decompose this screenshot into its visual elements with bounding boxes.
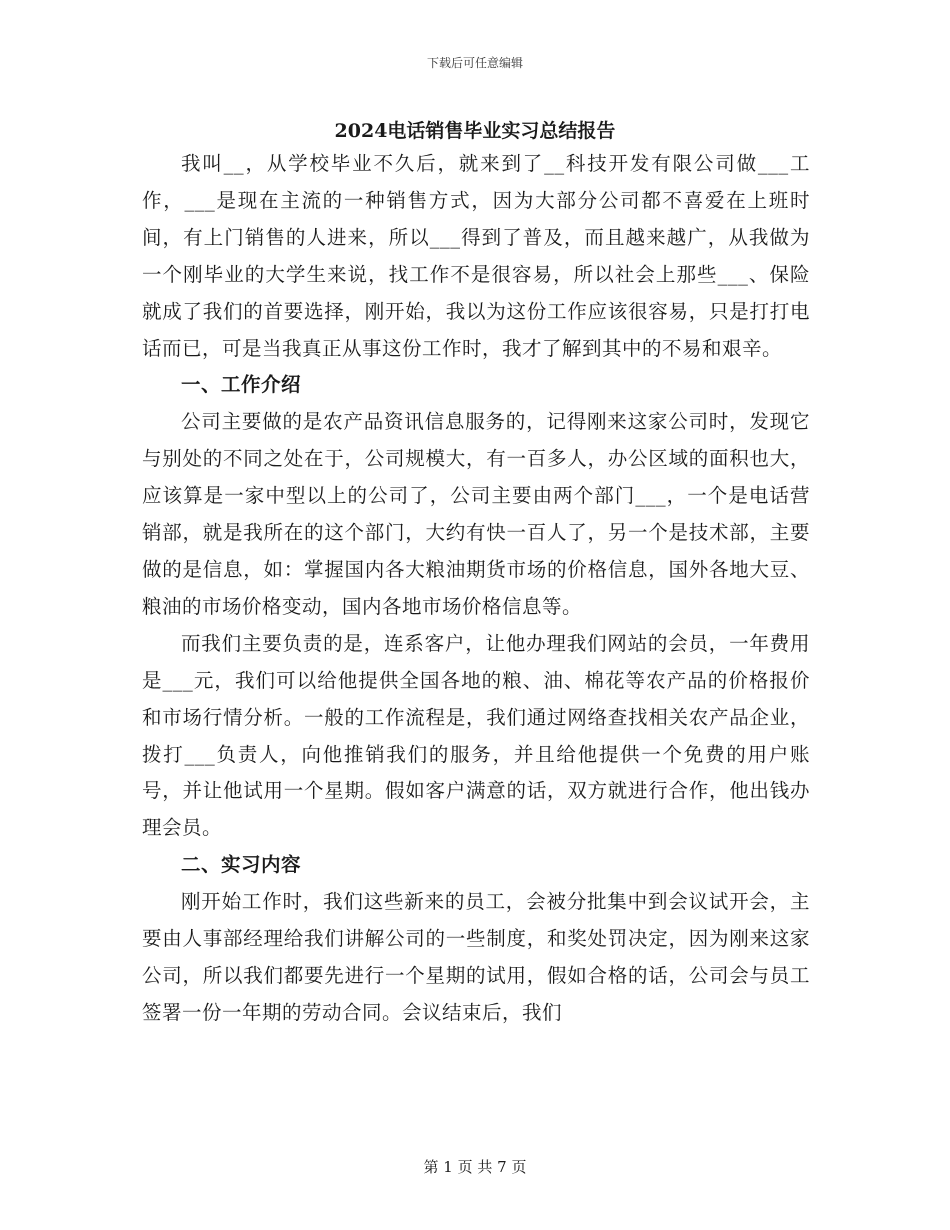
document-title: 2024电话销售毕业实习总结报告 — [334, 120, 616, 142]
page-number: 第 1 页 共 7 页 — [423, 1158, 527, 1176]
paragraph-intro: 我叫__，从学校毕业不久后，就来到了__科技开发有限公司做___工作，___是现在主流的一种销售方式，因为大部分公司都不喜爱在上班时间，有上门销售的人进来，所以___得到了普及，而且越来越广，从我做为一个刚毕业的大学生来说，找工作不是很容易，所以社会上那些___、保险就成了我们的首要选择，刚开始，我以为这份工作应该很容易，只是打打电话而已，可是当我真正从事这份工作时，我才了解到其中的不易和艰辛。 — [142, 152, 810, 360]
section-heading-internship-content: 二、实习内容 — [181, 853, 302, 877]
section-heading-work-intro: 一、工作介绍 — [181, 373, 302, 397]
header-note: 下载后可任意编辑 — [426, 56, 523, 70]
document-body — [142, 146, 810, 1032]
paragraph-onboarding: 刚开始工作时，我们这些新来的员工，会被分批集中到会议试开会，主要由人事部经理给我们讲解公司的一些制度，和奖处罚决定，因为刚来这家公司，所以我们都要先进行一个星期的试用，假如合格的话，公司会与员工签署一份一年期的劳动合同。会议结束后，我们 — [142, 890, 810, 1024]
paragraph-company: 公司主要做的是农产品资讯信息服务的，记得刚来这家公司时，发现它与别处的不同之处在于，公司规模大，有一百多人，办公区域的面积也大，应该算是一家中型以上的公司了，公司主要由两个部门___，一个是电话营销部，就是我所在的这个部门，大约有快一百人了，另一个是技术部，主要做的是信息，如：掌握国内各大粮油期货市场的价格信息，国外各地大豆、粮油的市场价格变动，国内各地市场价格信息等。 — [142, 410, 810, 618]
paragraph-responsibility: 而我们主要负责的是，连系客户，让他办理我们网站的会员，一年费用是___元，我们可以给他提供全国各地的粮、油、棉花等农产品的价格报价和市场行情分析。一般的工作流程是，我们通过网络查找相关农产品企业，拨打___负责人，向他推销我们的服务，并且给他提供一个免费的用户账号，并让他试用一个星期。假如客户满意的话，双方就进行合作，他出钱办理会员。 — [142, 631, 810, 840]
